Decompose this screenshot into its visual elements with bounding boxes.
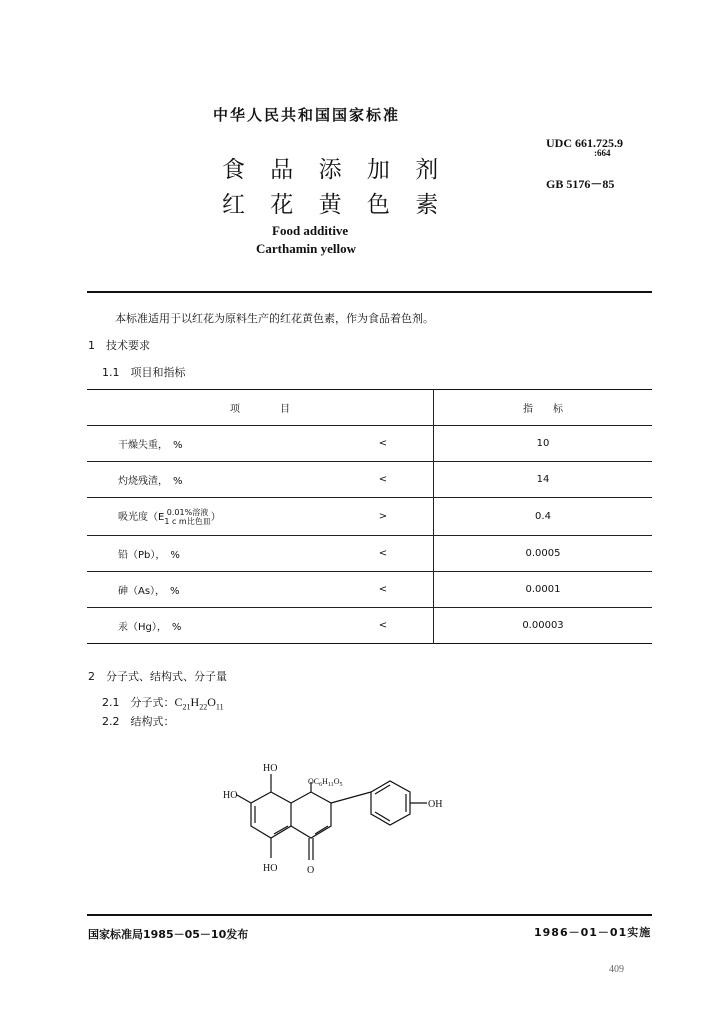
row-comparator: < [378,584,388,595]
row-value: 0.0001 [434,572,653,608]
page-number: 409 [609,964,624,975]
chemical-structure [215,758,475,883]
section-1-title: 1 技术要求 [88,339,150,352]
section-2-1 [102,694,224,711]
glucoside-label: $OC_6H_{11}O_5$ [308,777,343,788]
row-comparator: < [378,438,388,449]
absorbance-suffix: ） [210,511,221,523]
row-value: 0.0005 [434,536,653,572]
oh-right-label: OH [428,799,443,810]
section-2-title: 2 分子式、结构式、分子量 [88,670,227,683]
national-standard-heading: 中华人民共和国国家标准 [213,106,401,124]
ho-bottom-label: HO [263,863,278,874]
row-comparator: < [378,474,388,485]
absorbance-prefix: 吸光度（E [118,511,165,523]
section-2-2-title: 2.2 结构式： [102,715,175,728]
table-row [87,426,652,462]
row-value: 0.4 [434,498,653,536]
row-item: 干燥失重， % [118,440,183,451]
table-header-index [434,390,653,426]
header-divider [87,291,652,293]
table-row [87,572,652,608]
row-comparator: < [378,548,388,559]
row-item: 灼烧残渣， % [118,476,183,487]
title-chinese-line2: 红 花 黄 色 素 [222,192,448,218]
table-row [87,462,652,498]
title-chinese-line1: 食 品 添 加 剂 [222,157,448,183]
col-item-label: 项 目 [230,404,290,415]
ho-top-label: HO [263,763,278,774]
footer-divider [87,914,652,916]
title-english-line1: Food additive [272,223,349,238]
absorbance-frac-top: 0.01%溶液 [166,507,209,517]
row-value: 0.00003 [434,608,653,644]
section-2-1-label: 2.1 分子式： [102,696,175,709]
row-comparator: > [378,511,388,522]
table-row [87,536,652,572]
section-1-1-title: 1.1 项目和指标 [102,366,186,379]
row-comparator: < [378,620,388,631]
table-header-item [87,390,434,426]
row-item: 砷（As）， % [118,586,180,597]
molecular-formula: $C_{21}H_{22}O_{11}$ [174,695,224,712]
absorbance-frac-bottom: 1 c m比色皿 [164,516,211,526]
effective-date: 1986－01－01实施 [534,926,652,939]
table-row [87,608,652,644]
row-item-absorbance [87,498,333,536]
row-item: 汞（Hg）， % [118,622,182,633]
col-index-label: 指 标 [523,404,563,415]
scope-paragraph: 本标准适用于以红花为原料生产的红花黄色素，作为食品着色剂。 [115,312,434,325]
ho-left-label: HO [223,790,238,801]
spec-table [87,389,652,644]
title-english-line2: Carthamin yellow [256,241,357,256]
udc-code: UDC 661.725.9 [546,136,623,150]
carbonyl-o-label: O [307,865,315,876]
row-value: 10 [434,426,653,462]
row-value: 14 [434,462,653,498]
issued-by-date: 国家标准局1985－05－10发布 [88,928,249,941]
table-row [87,498,652,536]
gb-number: GB 5176－85 [546,177,615,191]
udc-sub-code: :664 [594,148,611,158]
row-item: 铅（Pb）， % [118,550,180,561]
